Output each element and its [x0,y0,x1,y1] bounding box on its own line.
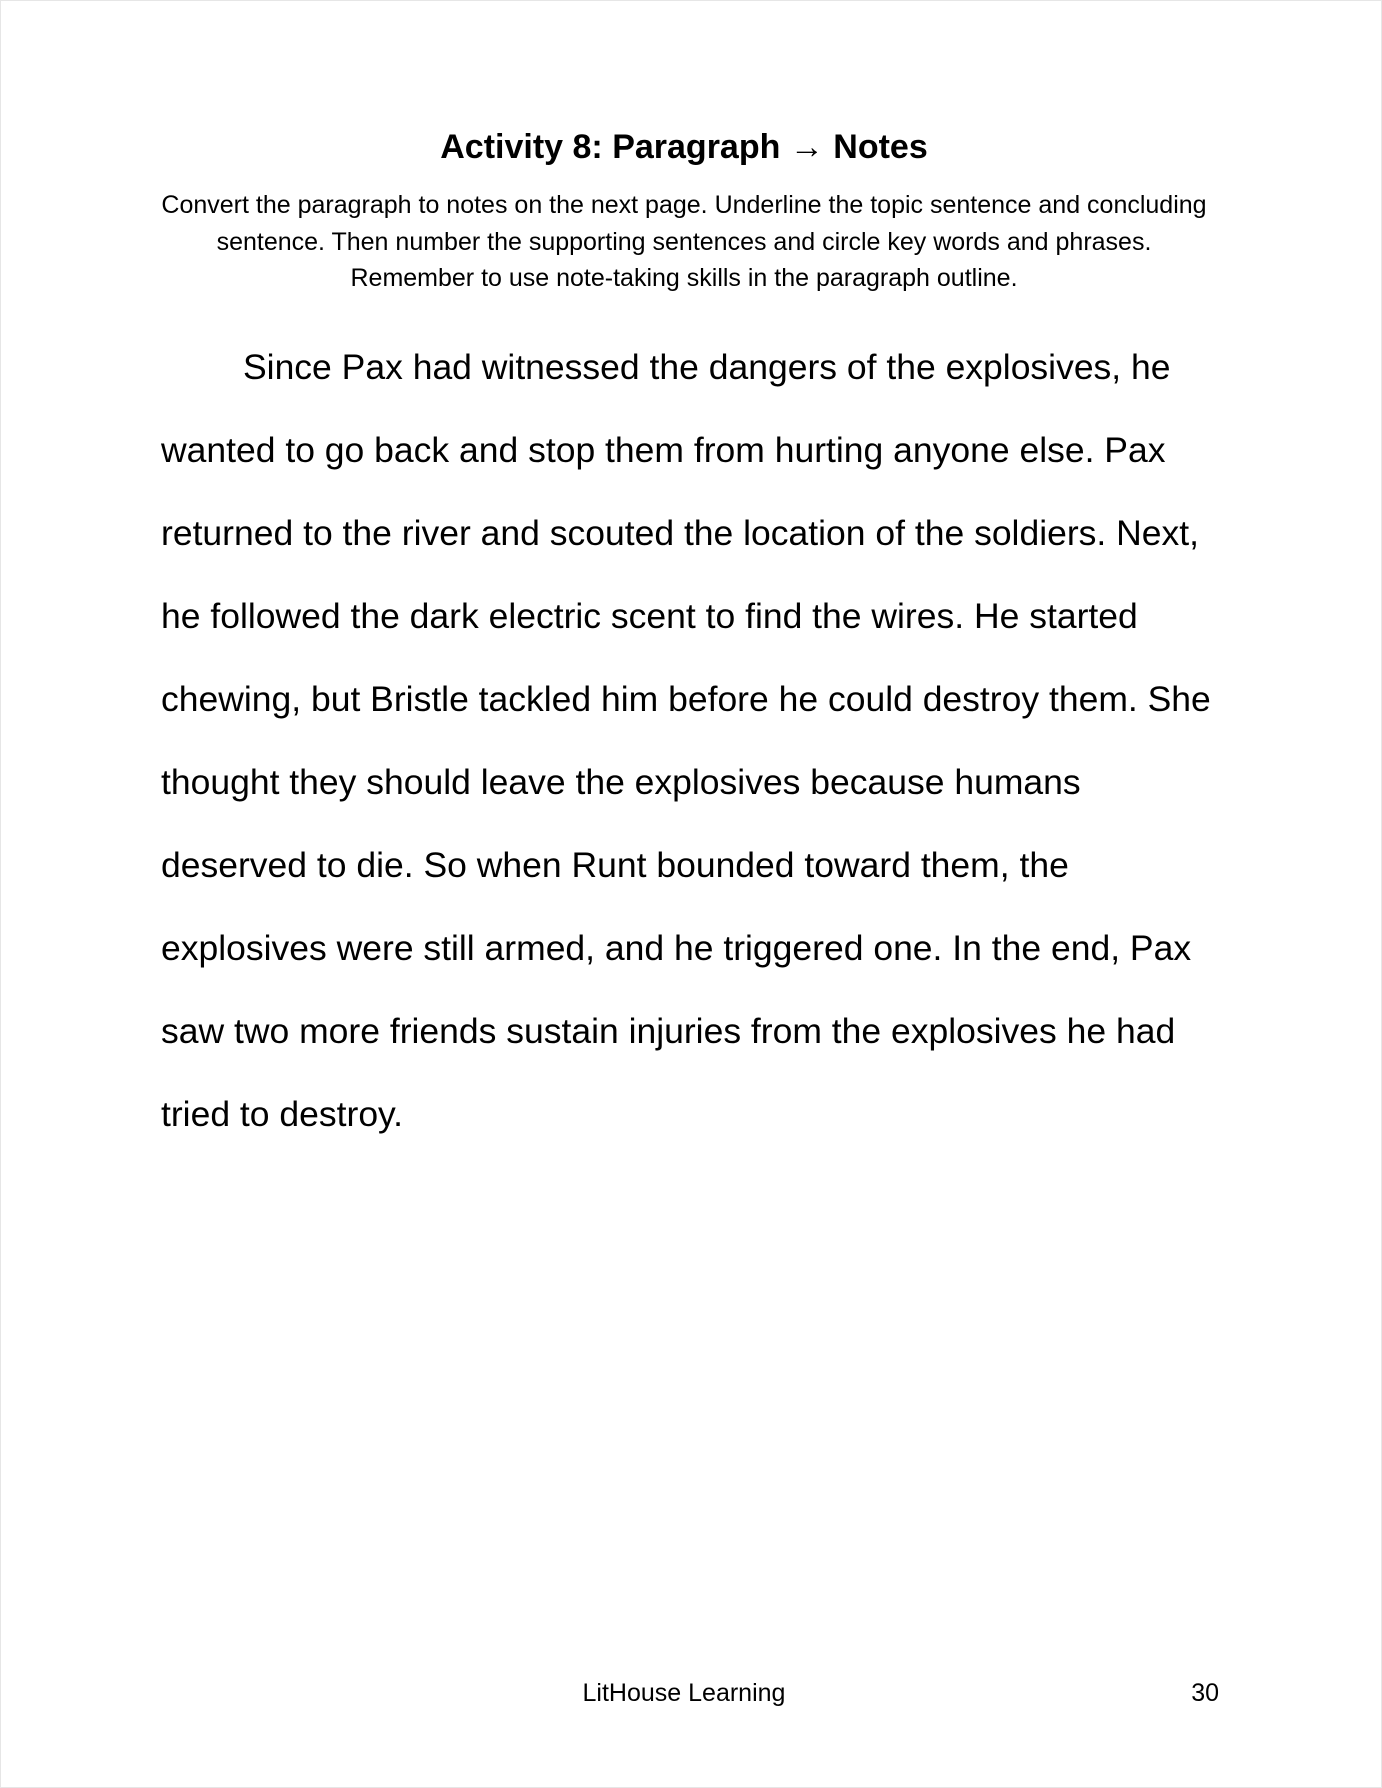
story-paragraph: Since Pax had witnessed the dangers of the explosives, he wanted to go back and stop them from hurting anyone else. Pax returned to the river and scouted the location of the soldiers. Next, he followed the dark electric scent to find the wires. He started chewing, but Bristle tackled him before he could destroy them. She thought they should leave the explosives because humans deserved to die. So when Runt bounded toward them, the explosives were still armed, and he triggered one. In the end, Pax saw two more friends sustain injuries from the explosives he had tried to destroy. [161,347,1211,1134]
activity-instructions: Convert the paragraph to notes on the next page. Underline the topic sentence and concluding sentence. Then number the supporting sentences and circle key words and phrases. Remember to use note-taking skills in the paragraph outline. [161,191,1207,292]
page-number: 30 [1191,1679,1219,1707]
footer-brand: LitHouse Learning [582,1679,786,1707]
page-title: Activity 8: Paragraph → Notes [440,128,928,166]
